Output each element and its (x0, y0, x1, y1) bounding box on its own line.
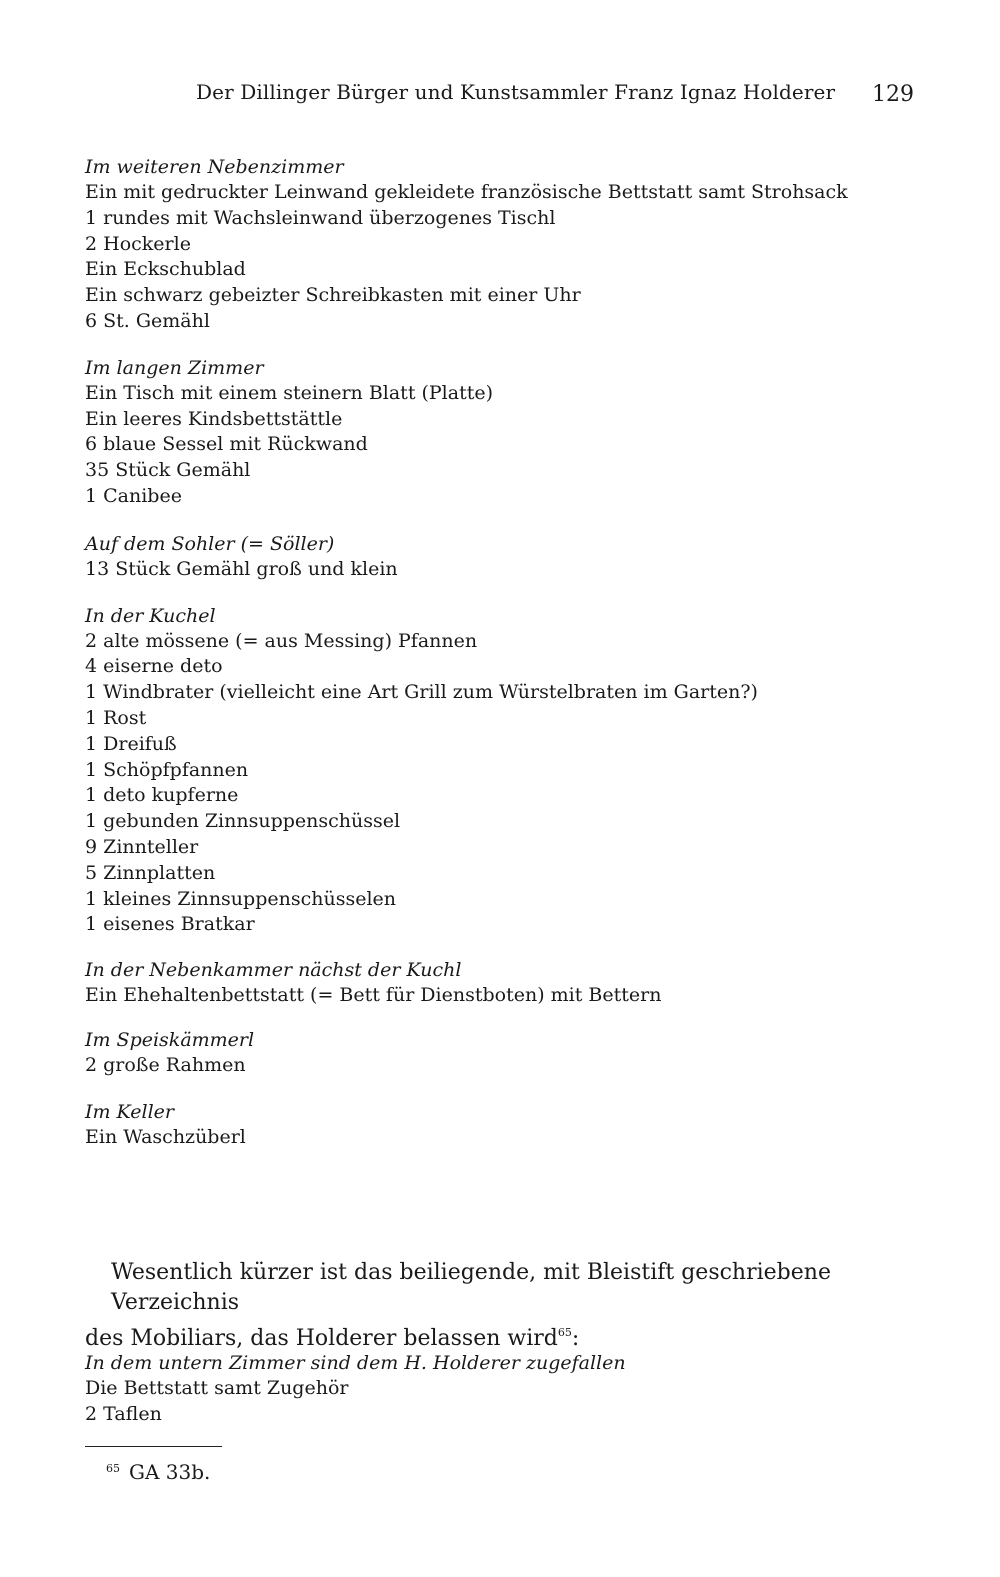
list-item: 2 Taflen (85, 1402, 162, 1425)
list-item: 1 Dreifuß (85, 732, 177, 755)
list-item: 9 Zinnteller (85, 835, 199, 858)
list-item: 1 Canibee (85, 484, 182, 507)
footnote (106, 1460, 210, 1484)
inventory-section (85, 1027, 925, 1079)
list-item: Ein Tisch mit einem steinern Blatt (Platte) (85, 381, 494, 404)
list-item: 6 St. Gemähl (85, 309, 210, 332)
item-list (85, 1376, 925, 1428)
paragraph-line-2-text: des Mobiliars, das Holderer belassen wird (85, 1326, 558, 1351)
inventory-section (85, 957, 925, 1009)
list-item: 4 eiserne deto (85, 655, 223, 678)
list-item: 1 kleines Zinnsuppenschüsselen (85, 887, 397, 910)
list-item: 1 deto kupferne (85, 784, 239, 807)
page-number: 129 (872, 82, 914, 107)
inventory-section (85, 355, 925, 510)
list-item: 1 Rost (85, 706, 147, 729)
section-heading: Im weiteren Nebenzimmer (85, 156, 344, 178)
list-item: 13 Stück Gemähl groß und klein (85, 557, 398, 580)
running-header-title: Der Dillinger Bürger und Kunstsammler Franz Ignaz Holderer (196, 80, 836, 104)
inventory-section (85, 1099, 925, 1151)
list-item: 6 blaue Sessel mit Rückwand (85, 433, 368, 456)
item-list (85, 629, 925, 939)
list-item: Die Bettstatt samt Zugehör (85, 1377, 349, 1399)
list-item: Ein leeres Kindsbettstättle (85, 407, 343, 430)
inventory-section (85, 154, 925, 335)
footnote-divider (85, 1446, 222, 1447)
section-heading: Auf dem Sohler (= Söller) (85, 532, 335, 555)
list-item: 35 Stück Gemähl (85, 459, 251, 482)
list-item: 1 Windbrater (vielleicht eine Art Grill zum Würstelbraten im Garten?) (85, 681, 758, 704)
inventory-sections (85, 134, 925, 1151)
list-item: Ein Ehehaltenbettstatt (= Bett für Dienstboten) mit Bettern (85, 984, 662, 1007)
paragraph-line-2-end: : (571, 1326, 580, 1351)
item-list (85, 557, 925, 583)
list-item: Ein Waschzüberl (85, 1125, 246, 1148)
section-heading: Im Keller (85, 1100, 174, 1123)
inventory-section (85, 531, 925, 583)
item-list (85, 1053, 925, 1079)
list-item: 2 Hockerle (85, 232, 191, 255)
item-list (85, 180, 925, 335)
body-paragraph (85, 1258, 915, 1354)
list-item: Ein mit gedruckter Leinwand gekleidete französische Bettstatt samt Strohsack (85, 181, 848, 203)
section-heading: In der Kuchel (85, 604, 216, 627)
section-heading: In der Nebenkammer nächst der Kuchl (85, 959, 462, 982)
item-list (85, 381, 925, 510)
list-item: 2 alte mössene (= aus Messing) Pfannen (85, 629, 478, 652)
item-list (85, 983, 925, 1009)
list-item: 1 eisenes Bratkar (85, 913, 255, 936)
inventory-section (85, 603, 925, 939)
list-item: 5 Zinnplatten (85, 861, 216, 884)
list-item: Ein Eckschublad (85, 258, 246, 281)
list-item: 1 rundes mit Wachsleinwand überzogenes Tischl (85, 206, 556, 229)
list-item: 1 gebunden Zinnsuppenschüssel (85, 810, 401, 833)
list-item: 1 Schöpfpfannen (85, 758, 249, 781)
section-heading: Im Speiskämmerl (85, 1028, 255, 1051)
footnote-reference[interactable]: 65 (557, 1326, 572, 1339)
final-inventory-section (85, 1350, 925, 1428)
section-heading: In dem untern Zimmer sind dem H. Holderer zugefallen (85, 1352, 626, 1374)
paragraph-line-2 (85, 1318, 915, 1354)
footnote-text: GA 33b. (129, 1460, 211, 1484)
paragraph-line-1: Wesentlich kürzer ist das beiliegende, mit Bleistift geschriebene Verzeichnis (111, 1260, 831, 1315)
section-heading: Im langen Zimmer (85, 356, 264, 379)
list-item: Ein schwarz gebeizter Schreibkasten mit einer Uhr (85, 284, 581, 307)
item-list (85, 1125, 925, 1151)
list-item: 2 große Rahmen (85, 1053, 246, 1076)
footnote-number: 65 (106, 1462, 120, 1475)
